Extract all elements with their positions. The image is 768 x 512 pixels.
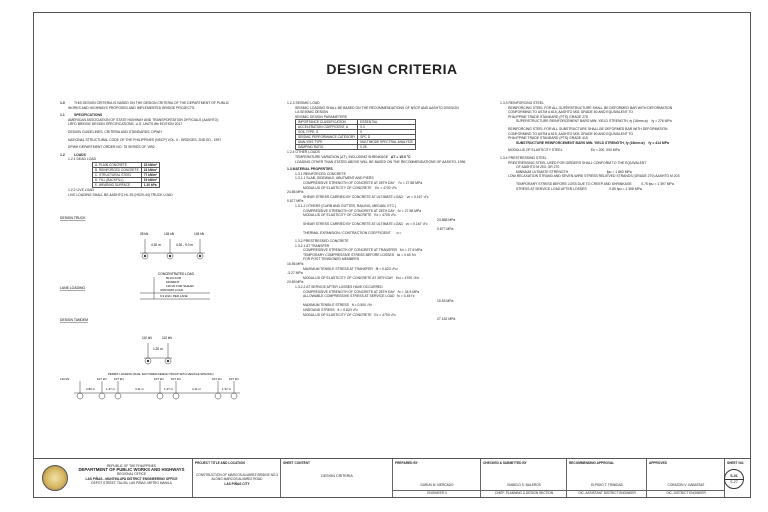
seismic-text: SEISMIC LOADING SHALL BE BASED ON THE RECOMMENDATIONS OF NSCP AND AASHTO DIVISION bbox=[295, 105, 459, 110]
sec-1-2-3: 1.2.3 SEISMIC LOAD bbox=[287, 101, 320, 105]
temp-line: TEMPERATURE VARIATION (ΔT), INCLUDING SHRINKAGE ΔT = 15.0 °C bbox=[295, 154, 411, 159]
permit-load: 107 kN bbox=[171, 377, 181, 381]
min-ult-line: MINIMUM ULTIMATE STRENGTH fpu = 1 860 MPa bbox=[516, 169, 632, 174]
thermal-line: THERMAL EXPANSION / CONTRACTION COEFFICIENT α = bbox=[303, 231, 402, 236]
table-row: C. STRUCTURAL STEEL 77 kN/m³ bbox=[93, 172, 160, 177]
service-line: 27.152 MPa bbox=[437, 317, 456, 322]
sec-1-2-2: 1.2.2 LIVE LOAD bbox=[68, 187, 95, 192]
table-row: E. WEARING SURFACE 1.10 kPa bbox=[93, 182, 160, 187]
service-line: COMPRESSIVE STRENGTH OF CONCRETE AT 28TH DAY f'c = 34.5 MPa bbox=[303, 289, 420, 294]
service-line: MAXIMUM TENSILE STRESS ft = 0.500 √f'c bbox=[303, 303, 373, 308]
sec-1-2-4: 1.2.4 OTHER LOADS bbox=[287, 150, 320, 155]
seismic-table bbox=[295, 119, 416, 150]
steel-text: CONFORMING TO ASTM A 615, AASHTO M31 GRADE 60 AND EQUIVALENT TO bbox=[508, 110, 634, 115]
sec-1-3-2-2: 1.3.2.2 AT SERVICE AFTER LOSSES HAVE OCCURRED bbox=[295, 285, 383, 289]
column-loads-materials bbox=[287, 101, 502, 322]
truck-load: 145 kN bbox=[194, 232, 205, 236]
sec-1-3-3: 1.3.3 REINFORCING STEEL bbox=[500, 101, 544, 105]
table-row: SEISMIC PERFORMANCE CATEGORY SPC D bbox=[296, 135, 416, 140]
sec-1-0: 1.0 THIS DESIGN CRITERIA IS BASED ON THE DESIGN CRITERIA OF THE DEPARTMENT OF PUBLIC bbox=[60, 101, 230, 105]
sec-1-2-1: 1.2.1 DEAD LOAD bbox=[68, 157, 97, 162]
lane-note: 9.3 kN/m PER LANE bbox=[160, 294, 188, 298]
other-conc-line: COMPRESSIVE STRENGTH OF CONCRETE AT 28TH DAY f'c = 27.58 MPa bbox=[303, 208, 422, 213]
other-conc-line: 24.868 MPa bbox=[437, 217, 456, 222]
permit-spacing: 4.11 m bbox=[135, 387, 144, 391]
other-loads-text: LOADING OTHER THAN STATED ABOVE WILL BE BASED ON THE RECOMMENDATIONS OF AASHTO, 1996 bbox=[295, 159, 466, 164]
table-row: ANALYSIS TYPE MULTIMODE SPECTRAL ANALYSIS bbox=[296, 140, 416, 145]
sec-1-3-2-1: 1.3.2.1 AT TRANSFER bbox=[295, 243, 330, 248]
prestress-text: PRESTRESSING STEEL USED FOR GIRDERS SHALL CONFORM TO THE EQUIVALENT bbox=[508, 160, 647, 165]
sheet-number-badge: S-01 S-27 bbox=[724, 469, 744, 489]
dpwh-seal-icon bbox=[42, 465, 68, 491]
prestress-text: OF AASHTO M 203, GR 270 bbox=[516, 165, 560, 170]
project-cell: PROJECT TITLE AND LOCATION CONSTRUCTION OF MARCOS ALVAREZ BRIDGE NO.3 ALONG MARCOS ALVAREZ ROAD LAS PIÑAS CITY bbox=[192, 459, 281, 497]
tandem-spacing: 1.20 m bbox=[153, 347, 163, 351]
steel-text: PHILIPPINE TRADE STANDARD (PTS) GRADE 275 bbox=[508, 114, 588, 119]
permit-load: 110 kN bbox=[60, 377, 70, 381]
prepared-cell: PREPARED BY DARUN M. MERCADO ENGINEER II bbox=[392, 459, 481, 497]
recommending-cell: RECOMMENDING APPROVAL ELPIDIO T. TRINIDAD OIC, ASSISTANT DISTRICT ENGINEER bbox=[566, 459, 647, 497]
rc-line: COMPRESSIVE STRENGTH OF CONCRETE AT 28TH DAY f'c = 27.58 MPa bbox=[303, 180, 423, 185]
sheet-no-cell: SHEET NO. S-01 S-27 bbox=[724, 459, 750, 497]
checked-cell: CHECKED & SUBMITTED BY ISABELO S. BALEROS CHIEF, PLANNING & DESIGN SECTION bbox=[480, 459, 567, 497]
sec-1-3-1-1: 1.3.1.1 SLAB, SIDEWALK, ABUTMENT AND PIERS bbox=[295, 176, 374, 181]
permit-spacing: 1.37 m bbox=[222, 387, 232, 391]
permit-load: 107 kN bbox=[212, 377, 222, 381]
table-row: A. PLAIN CONCRETE 23 kN/m³ bbox=[93, 162, 160, 167]
permit-spacing: 1.37 m bbox=[164, 387, 174, 391]
permit-truck bbox=[74, 381, 240, 399]
transfer-line: COMPRESSIVE STRENGTH OF CONCRETE AT TRANSFER f'ci = 27.6 MPa bbox=[303, 248, 423, 253]
table-row: ACCELERATION COEFFICIENT, A 0.4 bbox=[296, 125, 416, 130]
truck-spacing: 4.30 m bbox=[151, 243, 161, 247]
service-stress-line: STRESS AT SERVICE LOAD AFTER LOSSES 0.80 fpu = 1 308 MPa bbox=[516, 186, 642, 191]
superstructure-line: SUPERSTRUCTURE REINFORCEMENT BARS MIN. YIELD STRENGTH, fy (16mm ø) fy = 276 MPa bbox=[516, 119, 672, 124]
page-title: DESIGN CRITERIA bbox=[326, 61, 458, 77]
sec-1-0-cont: WORKS AND HIGHWAYS PROPOSED AND IMPLEMENTED BRIDGE PROJECTS. bbox=[68, 105, 196, 110]
design-truck-label: DESIGN TRUCK bbox=[60, 216, 86, 220]
steel-text: PHILIPPINE TRADE STANDARD (PTS) GRADE 415 bbox=[508, 136, 588, 141]
permit-load: 107 kN bbox=[229, 377, 239, 381]
truck-load: 35 kN bbox=[140, 232, 149, 236]
design-truck bbox=[140, 239, 205, 259]
table-row: DAMPING RATIO 0.05 bbox=[296, 145, 416, 150]
agency-info: REPUBLIC OF THE PHILIPPINES DEPARTMENT OF PUBLIC WORKS AND HIGHWAYS REGIONAL OFFICE LAS PIÑAS - MUNTINLUPA DISTRICT ENGINEERING OFFICE DEPOT STREET, TALON, LAS PIÑAS, METRO MANILA bbox=[78, 464, 185, 485]
spec-line: DESIGN GUIDELINES, CRITERIA AND STANDARDS, DPWH bbox=[68, 129, 162, 134]
drawing-sheet bbox=[33, 12, 751, 498]
transfer-line: TEMPORARY COMPRESSIVE STRESS BEFORE LOSSES fci = 0.60 f'ci bbox=[303, 252, 416, 257]
side-value: -3.27 MPa bbox=[287, 271, 303, 276]
steel-text: REINFORCING STEEL FOR ALL SUBSTRUCTURE SHALL BE DEFORMED BAR WITH DEFORMATION bbox=[508, 126, 668, 131]
permit-spacing: 2.80 m bbox=[86, 387, 96, 391]
permit-spacing: 1.37 m bbox=[106, 387, 116, 391]
permit-load: 107 kN bbox=[114, 377, 124, 381]
transfer-line: FOR POST TENSIONED MEMBERS bbox=[303, 257, 360, 262]
permit-load: 107 kN bbox=[154, 377, 164, 381]
sec-1-3: 1.3 MATERIAL PROPERTIES bbox=[287, 167, 333, 172]
steel-text: CONFORMING TO ASTM A 615, AASHTO M31 GRADE 60 AND EQUIVALENT TO bbox=[508, 131, 634, 136]
sec-1-3-4: 1.3.4 PRESTRESSING STEEL bbox=[500, 155, 547, 160]
rc-line: SHEAR STRESS CARRIED BY CONCRETE AT ULTIMATE LOAD vc = 0.167 √f'c bbox=[303, 194, 429, 199]
truck-load: 145 kN bbox=[164, 232, 175, 236]
transfer-line: MAXIMUM TENSILE STRESS AT TRANSFER fti = 0.623 √f'ci bbox=[303, 266, 398, 271]
table-row: IMPORTANCE CLASSIFICATION ESSENTIAL bbox=[296, 120, 416, 125]
modulus-line: MODULUS OF ELASTICITY STEEL Es = 200, 000 MPa bbox=[508, 148, 620, 153]
column-steel bbox=[500, 101, 740, 191]
live-load-text: LIVE LOADING SHALL BE AASHTO HL-93 (HS20-44) TRUCK LOAD bbox=[68, 192, 173, 197]
truck-spacing: 4.30 - 9.0 m bbox=[176, 243, 194, 247]
rc-line: MODULUS OF ELASTICITY OF CONCRETE Ec = 4700 √f'c bbox=[303, 185, 397, 190]
tandem-load: 110 kN bbox=[162, 336, 172, 340]
lane-load-label: LANE LOADING bbox=[60, 286, 86, 290]
dead-load-table bbox=[92, 162, 160, 188]
lane-note: UNIFORM LOAD bbox=[160, 288, 184, 292]
table-row: D. FILL (BACKFILL) 19 kN/m³ bbox=[93, 177, 160, 182]
table-row: B. REINFORCED CONCRETE 24 kN/m³ bbox=[93, 167, 160, 172]
spec-line: NATIONAL STRUCTURAL CODE OF THE PHILIPPINES (NSCP) VOL. II - BRIDGES, 2ND ED., 1997 bbox=[68, 137, 222, 142]
side-value: 0.877 MPa bbox=[287, 199, 304, 204]
sec-1-2: 1.2 LOADS bbox=[60, 152, 86, 157]
permit-load: 107 kN bbox=[97, 377, 107, 381]
temp-stress-line: TEMPORARY STRESS BEFORE LOSS DUE TO CREEP AND SHRINKAGE 0.75 fpu = 1 397 MPa bbox=[516, 181, 674, 186]
side-value: 24.69 MPa bbox=[287, 280, 304, 285]
lane-note: CONCENTRATED LOAD bbox=[158, 272, 194, 276]
sheet-content-cell: SHEET CONTENT DESIGN CRITERIA bbox=[280, 459, 393, 497]
service-line: UNSOUND STRESS ft = 0.623 √f'c bbox=[303, 307, 358, 312]
transfer-line: MODULUS OF ELASTICITY OF CONCRETE AT 28TH DAY Eci = 4700 √f'ci bbox=[303, 275, 419, 280]
sec-1-3-2: 1.3.2 PRESTRESSED CONCRETE bbox=[295, 239, 349, 244]
service-line: 15.53 MPa bbox=[437, 298, 454, 303]
title-block bbox=[34, 458, 750, 497]
steel-text: REINFORCING STEEL FOR ALL SUPERSTRUCTURE SHALL BE DEFORMED BAR WITH DEFORMATION bbox=[508, 105, 673, 110]
seismic-params-label: SEISMIC DESIGN PARAMETERS bbox=[295, 114, 347, 119]
tandem-label: DESIGN TANDEM bbox=[60, 318, 88, 322]
approved-cell: APPROVED CORAZON V. GABATBAT OIC, DISTRICT ENGINEER bbox=[646, 459, 725, 497]
spec-line: LRFD BRIDGE DESIGN SPECIFICATIONS, U.S. UNITS 8th EDITION 2017 bbox=[68, 122, 183, 127]
other-conc-line: SHEAR STRESS CARRIED BY CONCRETE AT ULTIMATE LOAD vc = 0.167 √f'c bbox=[303, 222, 428, 227]
sec-1-3-1-2: 1.3.1.2 OTHERS (CURB AND GUTTER, RAILING, MEDIAN, ETC.) bbox=[295, 203, 397, 208]
spec-line: DPWH DEPARTMENT ORDER NO. 75 SERIES OF 1992 bbox=[68, 145, 155, 150]
prestress-text: LOW-RELAXATION STRAND AND SEVEN-WIRE STRESS RELIEVED STRANDS (GRADE 270) AASHTO M 203 bbox=[508, 174, 680, 179]
permit-spacing: 4.11 m bbox=[192, 387, 201, 391]
sec-1-1: 1.1 SPECIFICATIONS bbox=[60, 113, 103, 118]
service-line: ALLOWABLE COMPRESSIVE STRESS AT SERVICE LOAD fc = 0.45 f'c bbox=[303, 294, 415, 299]
side-value: 16.56 MPa bbox=[287, 262, 304, 267]
spec-line: AMERICAN ASSOCIATION OF STATE HIGHWAY AND TRANSPORTATION OFFICIALS (AASHTO) bbox=[68, 117, 219, 122]
lane-note: 116 kN FOR SHEAR bbox=[166, 284, 194, 288]
sec-1-3-1: 1.3.1 REINFORCED CONCRETE bbox=[295, 171, 346, 176]
table-row: SOIL TYPE, S II bbox=[296, 130, 416, 135]
other-conc-line: 0.877 MPa bbox=[437, 226, 454, 231]
live-load-diagrams bbox=[60, 213, 260, 403]
service-line: MODULUS OF ELASTICITY OF CONCRETE Ec = 4700 √f'c bbox=[303, 312, 396, 317]
substructure-line: SUBSTRUCTURE REINFORCEMENT BARS MIN. YIELD STRENGTH, fy (16mm ø) fy = 414 MPa bbox=[516, 140, 669, 145]
other-conc-line: MODULUS OF ELASTICITY OF CONCRETE Ec = 4700 √f'c bbox=[303, 213, 396, 218]
lane-note: 80 kN FOR bbox=[166, 276, 182, 280]
side-value: 24.86 MPa bbox=[287, 190, 304, 195]
tandem-load: 110 kN bbox=[142, 336, 152, 340]
lane-note: MOMENT bbox=[166, 280, 180, 284]
seismic-text: I-A SEISMIC DESIGN bbox=[295, 110, 328, 115]
column-general bbox=[60, 101, 255, 197]
permit-label: PERMIT LOADING (DUAL FACTORED DESIGN TRUCK WITH VEHICLE SPACING) bbox=[108, 372, 214, 376]
